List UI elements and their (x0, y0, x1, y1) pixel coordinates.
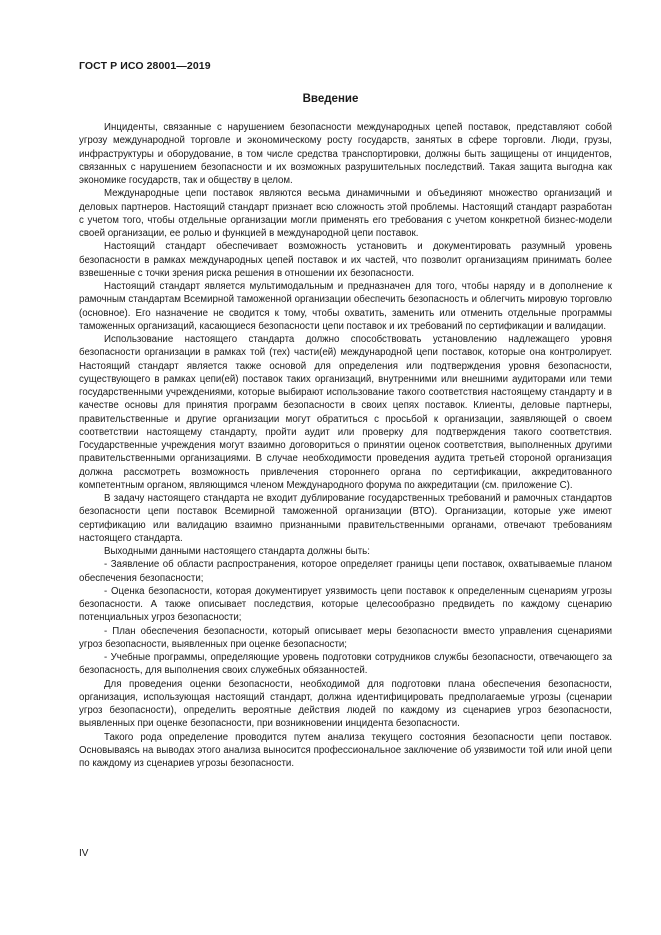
paragraph: Инциденты, связанные с нарушением безопасности международных цепей поставок, представляют собой угрозу международной торговле и экономическому росту государств, занятых в сфере торговли. Люди, грузы, инфраструктуры и оборудование, в том числе средства транспортировки, должны быть защищены от инцидентов, связанных с нарушением безопасности и их возможных разрушительных последствий. Такая защита выгодна как экономике государств, так и обществу в целом. (79, 122, 612, 186)
paragraph: Использование настоящего стандарта должно способствовать установлению надлежащего уровня безопасности организации в рамках той (тех) части(ей) международной цепи поставок, которые она контролирует. Настоящий стандарт является также основой для определения или подтверждения уровня безопасности, существующего в рамках цепи(ей) поставок таких организаций, внутренними или внешними аудиторами или теми государственными учреждениями, которые выбирают использование такого соответствия настоящему стандарту и в качестве основы для принятия программ безопасности в своих цепях поставок. Клиенты, деловые партнеры, правительственные и другие организации могут обратиться с просьбой к организации, заявляющей о своем соответствии настоящему стандарту, пройти аудит или проверку для подтверждения такого соответствия. Государственные учреждения могут взаимно договориться о принятии оценок соответствия, выполненных другими правительственными организациями. В случае необходимости проведения аудита третьей стороной организация должна рассмотреть возможность привлечения стороннего органа по сертификации, аккредитованного компетентным органом, являющимся членом Международного форума по аккредитации (см. приложение С). (79, 334, 612, 491)
list-item: - План обеспечения безопасности, который описывает меры безопасности вместо управления сценариями угроз безопасности, выявленных при оценке безопасности; (79, 625, 612, 650)
list-item: - Оценка безопасности, которая документирует уязвимость цепи поставок к определенным сценариям угрозы безопасности. А также описывает последствия, которые целесообразно предвидеть по каждому сценарию потенциальных угроз безопасности; (79, 585, 612, 624)
body-text (79, 121, 612, 770)
list-item: - Заявление об области распространения, которое определяет границы цепи поставок, охватываемые планом обеспечения безопасности; (79, 559, 612, 584)
paragraph: Настоящий стандарт обеспечивает возможность установить и документировать разумный уровень безопасности в рамках международных цепей поставок и их частей, что позволит организациям принимать более взвешенные с точки зрения риска решения в отношении их безопасности. (79, 241, 612, 279)
paragraph: Выходными данными настоящего стандарта должны быть: (104, 546, 370, 557)
document-code: ГОСТ Р ИСО 28001—2019 (79, 60, 211, 72)
paragraph: Для проведения оценки безопасности, необходимой для подготовки плана обеспечения безопасности, организация, использующая настоящий стандарт, должна идентифицировать предполагаемые угрозы (сценарии угроз безопасности), определить вероятные действия людей по каждому из сценариев угроз безопасности, выявленных при оценке безопасности, при возникновении инцидента безопасности. (79, 678, 612, 730)
list-item: - Учебные программы, определяющие уровень подготовки сотрудников службы безопасности, отвечающего за безопасность, для выполнения своих служебных обязанностей. (79, 652, 612, 677)
section-title: Введение (302, 93, 359, 105)
paragraph: В задачу настоящего стандарта не входит дублирование государственных требований и рамочных стандартов безопасности цепи поставок Всемирной таможенной организации (ВТО). Организации, которые уже имеют сертификацию или валидацию взаимно признанными правительственными органами, отвечают требованиям настоящего стандарта. (79, 493, 612, 544)
paragraph: Настоящий стандарт является мультимодальным и предназначен для того, чтобы наряду и в дополнение к рамочным стандартам Всемирной таможенной организации обеспечить безопасность и облегчить мировую торговлю (основное). Его назначение не сводится к тому, чтобы охватить, заменить или отменить отдельные программы таможенных организаций, касающиеся безопасности цепи поставок и их требований по сертификации и валидации. (79, 281, 612, 332)
page-number: IV (79, 848, 89, 859)
paragraph: Такого рода определение проводится путем анализа текущего состояния безопасности цепи поставок. Основываясь на выводах этого анализа выносится профессиональное заключение об уязвимости той или иной цепи по каждому из сценариев угрозы безопасности. (79, 731, 612, 769)
paragraph: Международные цепи поставок являются весьма динамичными и объединяют множество организаций и деловых партнеров. Настоящий стандарт признает всю сложность этой проблемы. Настоящий стандарт разработан с учетом того, чтобы отдельные организации могли применять его требования с учетом конкретной бизнес-модели своей организации, ее ролью и функцией в международной цепи поставок. (79, 188, 612, 239)
